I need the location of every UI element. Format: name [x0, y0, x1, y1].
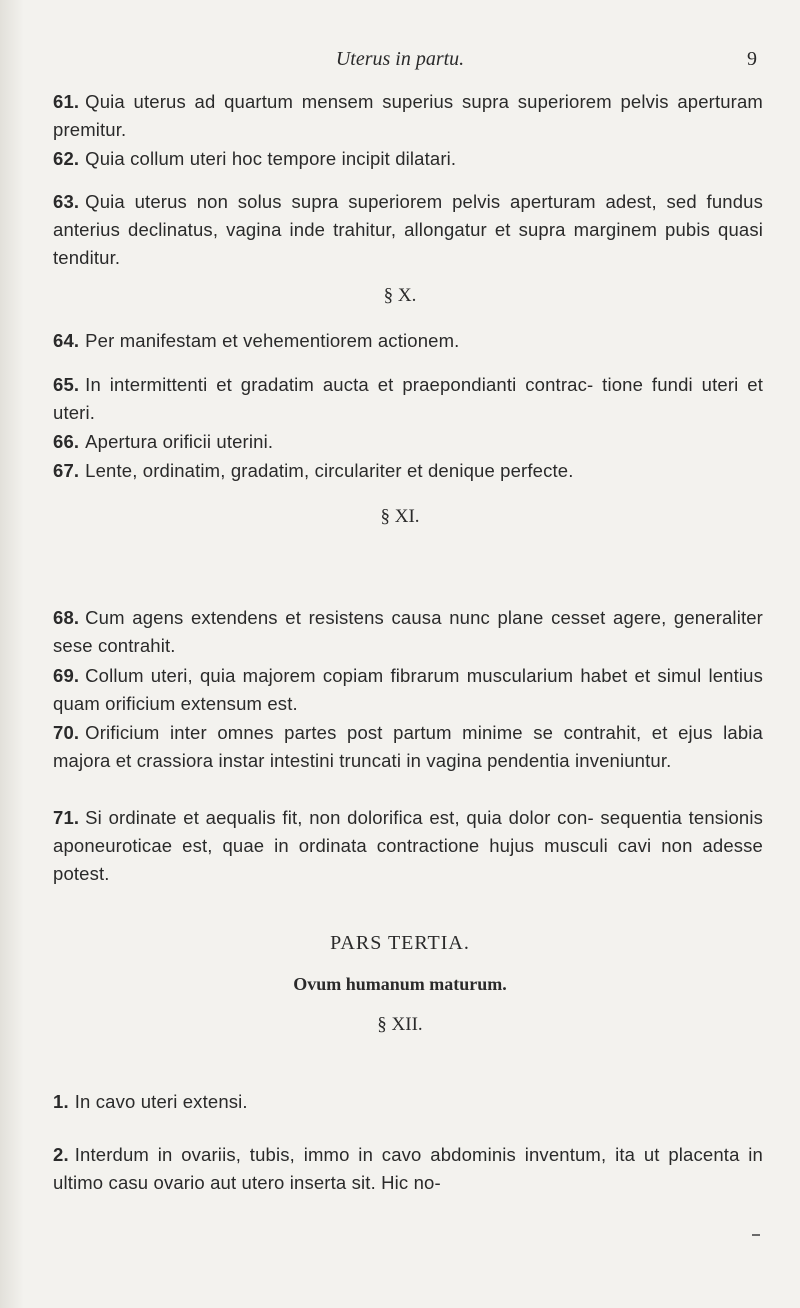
paragraph-text: In cavo uteri extensi.	[74, 1091, 248, 1112]
paragraph-text: Orificium inter omnes partes post partum minime se contrahit, et ejus labia majora et crassiora instar intestini truncati in vagina pendentia inveniuntur.	[53, 722, 763, 771]
paragraph-text: Cum agens extendens et resistens causa nunc plane cesset agere, generaliter sese contrahit.	[53, 607, 763, 656]
paragraph-number: 63.	[53, 191, 80, 212]
paragraph-text: Apertura orificii uterini.	[85, 431, 274, 452]
paragraph-text: Quia uterus ad quartum mensem superius supra superiorem pelvis aperturam premitur.	[53, 91, 763, 140]
paragraph-number: 70.	[53, 722, 80, 743]
running-head-title: Uterus in partu.	[335, 48, 465, 70]
paragraph-number: 69.	[53, 665, 80, 686]
paragraph-text: In intermittenti et gradatim aucta et praepondianti contrac- tione fundi uteri et uteri.	[53, 374, 763, 423]
paragraph-64	[53, 327, 763, 355]
paragraph-67	[53, 457, 763, 485]
paragraph-number: 2.	[53, 1144, 69, 1165]
paragraph-65	[53, 371, 763, 427]
paragraph-text: Collum uteri, quia majorem copiam fibrarum muscularium habet et simul lentius quam orificium extensum est.	[53, 665, 763, 714]
running-head	[0, 44, 800, 74]
section-heading-xii: § XII.	[377, 1014, 423, 1035]
paragraph-number: 71.	[53, 807, 80, 828]
paragraph-number: 66.	[53, 431, 80, 452]
paragraph-69	[53, 662, 763, 718]
part-title: PARS TERTIA.	[330, 932, 470, 954]
paragraph-63	[53, 188, 763, 272]
paragraph-number: 68.	[53, 607, 80, 628]
page-edge-shadow	[0, 0, 24, 1308]
paragraph-2	[53, 1141, 763, 1197]
paragraph-number: 62.	[53, 148, 80, 169]
part-subtitle: Ovum humanum maturum.	[293, 974, 507, 994]
paragraph-66	[53, 428, 763, 456]
paragraph-number: 67.	[53, 460, 80, 481]
paragraph-number: 65.	[53, 374, 80, 395]
paragraph-text: Si ordinate et aequalis fit, non dolorifica est, quia dolor con- sequentia tensionis aponeuroticae est, quae in ordinata contractione hujus musculi cavi non adesse potest.	[53, 807, 763, 884]
paragraph-text: Per manifestam et vehementiorem actionem.	[85, 330, 460, 351]
paragraph-text: Lente, ordinatim, gradatim, circulariter et denique perfecte.	[85, 460, 574, 481]
paragraph-70	[53, 719, 763, 775]
paragraph-68	[53, 604, 763, 660]
margin-mark	[752, 1234, 760, 1236]
paragraph-62	[53, 145, 763, 173]
paragraph-number: 64.	[53, 330, 80, 351]
paragraph-61	[53, 88, 763, 144]
paragraph-71	[53, 804, 763, 888]
paragraph-text: Quia uterus non solus supra superiorem pelvis aperturam adest, sed fundus anterius declinatus, vagina inde trahitur, allongatur et supra marginem pubis quasi tenditur.	[53, 191, 763, 268]
section-heading-x: § X.	[383, 285, 417, 306]
paragraph-number: 61.	[53, 91, 80, 112]
paragraph-text: Quia collum uteri hoc tempore incipit dilatari.	[85, 148, 457, 169]
paragraph-text: Interdum in ovariis, tubis, immo in cavo abdominis inventum, ita ut placenta in ultimo casu ovario aut utero inserta sit. Hic no-	[53, 1144, 763, 1193]
paragraph-number: 1.	[53, 1091, 69, 1112]
section-heading-xi: § XI.	[380, 506, 420, 527]
paragraph-1	[53, 1088, 763, 1116]
page-number: 9	[747, 48, 757, 70]
